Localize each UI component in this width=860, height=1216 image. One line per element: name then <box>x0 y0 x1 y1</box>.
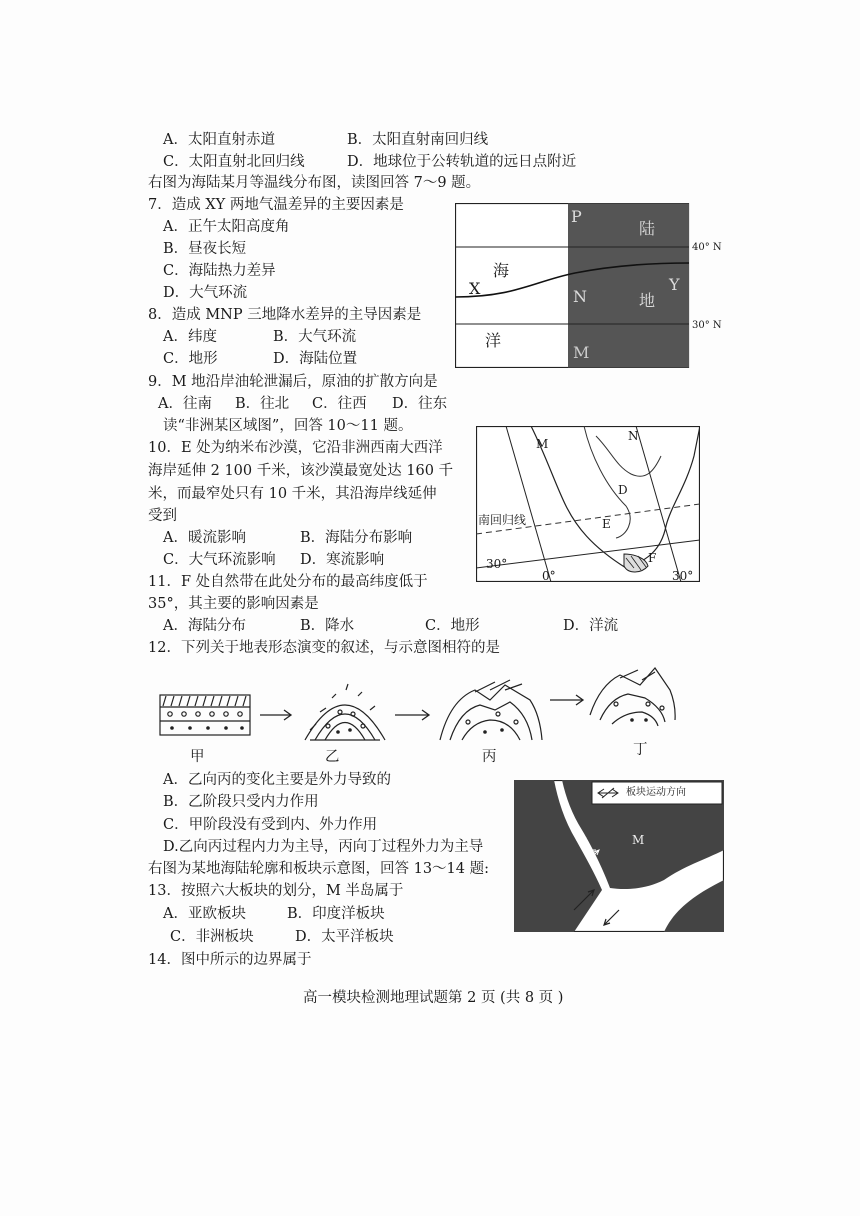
label-n: N <box>628 429 639 443</box>
q12-stem: 12．下列关于地表形态演变的叙述，与示意图相符的是 <box>148 640 500 656</box>
q11-option-a: A．海陆分布 <box>163 618 246 634</box>
q14-stem: 14．图中所示的边界属于 <box>148 952 312 968</box>
label-n: N <box>573 287 587 306</box>
q10-option-a: A．暖流影响 <box>163 530 246 546</box>
q12-option-a: A．乙向丙的变化主要是外力导致的 <box>163 772 391 788</box>
stage-ding-landform <box>590 668 675 726</box>
stage-label-bing: 丙 <box>482 749 497 765</box>
africa-region-map <box>476 426 700 582</box>
label-p: P <box>571 207 582 226</box>
intro-7-9: 右图为海陆某月等温线分布图，读图回答 7～9 题。 <box>148 175 481 191</box>
q9-stem: 9．M 地沿岸油轮泄漏后，原油的扩散方向是 <box>148 374 438 390</box>
q10-option-d: D．寒流影响 <box>300 552 385 568</box>
q8-stem: 8．造成 MNP 三地降水差异的主导因素是 <box>148 307 422 323</box>
label-tropic: 南回归线 <box>478 513 527 527</box>
q7-option-d: D．大气环流 <box>163 285 248 301</box>
label-ocean: 洋 <box>485 331 502 350</box>
stage-label-ding: 丁 <box>633 742 648 758</box>
q6-option-a: A．太阳直射赤道 <box>163 132 275 148</box>
q13-option-c: C．非洲板块 <box>170 929 254 945</box>
q11-option-d: D．洋流 <box>563 618 619 634</box>
q12-option-c: C．甲阶段没有受到内、外力作用 <box>163 817 378 833</box>
label-m: M <box>536 437 549 451</box>
label-x: X <box>469 279 481 298</box>
q7-option-c: C．海陆热力差异 <box>163 263 276 279</box>
landform-evolution-figure <box>150 660 680 770</box>
stage-jia-strata <box>160 695 250 735</box>
arrow-right-icon <box>550 695 583 705</box>
label-land-2: 地 <box>639 291 656 310</box>
q13-option-d: D．太平洋板块 <box>295 929 394 945</box>
label-lat-30: 30° <box>486 557 508 571</box>
label-y: Y <box>669 275 680 294</box>
q6-option-d: D．地球位于公转轨道的远日点附近 <box>347 154 577 170</box>
q10-option-c: C．大气环流影响 <box>163 552 276 568</box>
q11-option-c: C．地形 <box>425 618 480 634</box>
q8-option-c: C．地形 <box>163 351 218 367</box>
stage-label-jia: 甲 <box>190 749 205 765</box>
q10-stem-line-2: 海岸延伸 2 100 千米，该沙漠最宽处达 160 千 <box>148 463 454 479</box>
q11-stem-line-2: 35°，其主要的影响因素是 <box>148 596 319 612</box>
q9-option-d: D．往东 <box>392 396 448 412</box>
q9-option-b: B．往北 <box>235 396 290 412</box>
q7-option-a: A．正午太阳高度角 <box>163 219 290 235</box>
intro-10-11: 读“非洲某区域图”，回答 10～11 题。 <box>163 418 413 434</box>
q8-option-d: D．海陆位置 <box>273 351 358 367</box>
q13-option-b: B．印度洋板块 <box>287 906 385 922</box>
label-e: E <box>602 517 611 531</box>
legend-label: 板块运动方向 <box>626 787 686 798</box>
q6-option-c: C．太阳直射北回归线 <box>163 154 305 170</box>
stage-label-yi: 乙 <box>325 749 340 765</box>
q6-option-b: B．太阳直射南回归线 <box>347 132 489 148</box>
plate-boundary-map <box>514 780 724 932</box>
q9-option-a: A．往南 <box>158 396 212 412</box>
label-lat-40n: 40° N <box>692 242 722 253</box>
q10-option-b: B．海陆分布影响 <box>300 530 413 546</box>
label-f: F <box>648 551 657 565</box>
label-lat-30n: 30° N <box>692 320 722 331</box>
q7-option-b: B．昼夜长短 <box>163 241 247 257</box>
isotherm-map <box>455 203 691 368</box>
label-m: M <box>632 833 645 847</box>
q11-option-b: B．降水 <box>300 618 355 634</box>
q10-stem-line-4: 受到 <box>148 508 177 524</box>
q12-option-d: D.乙向丙过程内力为主导，丙向丁过程外力为主导 <box>163 839 484 855</box>
label-lon-0: 0° <box>542 569 556 583</box>
arrow-right-icon <box>395 710 429 720</box>
q10-stem-line-1: 10．E 处为纳米布沙漠，它沿非洲西南大西洋 <box>148 440 443 456</box>
q12-option-b: B．乙阶段只受内力作用 <box>163 794 319 810</box>
label-m: M <box>573 343 590 362</box>
q10-stem-line-3: 米，而最窄处只有 10 千米，其沿海岸线延伸 <box>148 486 437 502</box>
label-d: D <box>618 483 628 497</box>
q8-option-b: B．大气环流 <box>273 329 357 345</box>
stage-yi-fold <box>305 684 385 740</box>
arrow-right-icon <box>260 710 291 720</box>
q13-option-a: A．亚欧板块 <box>163 906 246 922</box>
stage-bing-eroded-fold <box>440 680 542 740</box>
q7-stem: 7．造成 XY 两地气温差异的主要因素是 <box>148 197 404 213</box>
q13-stem: 13．按照六大板块的划分，M 半岛属于 <box>148 883 404 899</box>
label-sea: 海 <box>493 261 510 280</box>
q11-stem-line-1: 11．F 处自然带在此处分布的最高纬度低于 <box>148 574 428 590</box>
label-land: 陆 <box>639 219 656 238</box>
q9-option-c: C．往西 <box>312 396 367 412</box>
intro-13-14: 右图为某地海陆轮廓和板块示意图，回答 13～14 题: <box>148 861 490 877</box>
page-footer: 高一模块检测地理试题第 2 页 (共 8 页 ) <box>303 990 564 1006</box>
q8-option-a: A．纬度 <box>163 329 217 345</box>
label-lon-30: 30° <box>672 569 694 583</box>
